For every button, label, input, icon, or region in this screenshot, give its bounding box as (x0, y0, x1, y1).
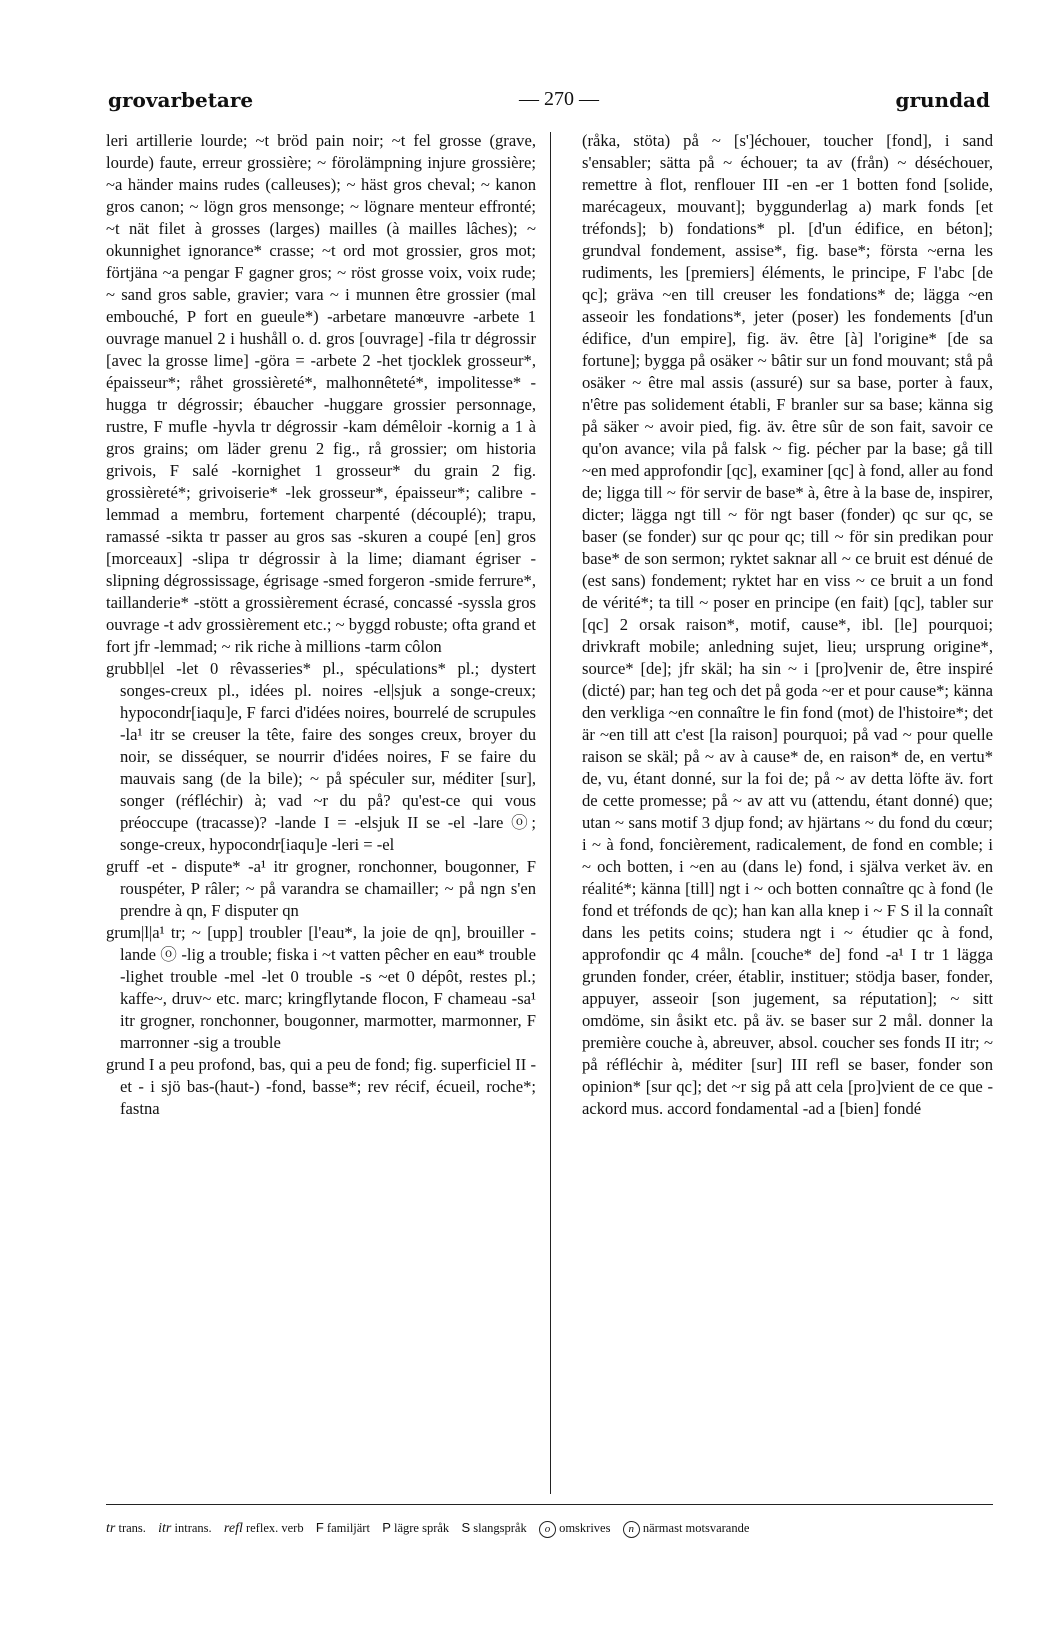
legend-circled-o-icon: o (539, 1521, 556, 1538)
entry-gruml: grum|l|a¹ tr; ~ [upp] troubler [l'eau*, la joie de qn], brouiller -lande ⓞ -lig a trouble; fiska i ~t vatten pêcher en eau* trouble -lighet trouble -mel -let 0 trouble -s ~et 0 dépôt, restes pl.; kaffe~, druv~ etc. marc; kringflytande flocon, F chameau -sa¹ itr grogner, ronchonner, bougonner, marmotter, marmonner, F marronner -sig a trouble (106, 923, 536, 1052)
legend-n-text: närmast motsvarande (642, 1521, 750, 1535)
legend-f-text: familjärt (326, 1521, 370, 1535)
abbreviation-legend (106, 1520, 993, 1538)
column-divider (550, 132, 551, 1494)
entry-gruff: gruff -et - dispute* -a¹ itr grogner, ronchonner, bougonner, F rouspéter, P râler; ~ på varandra se chamailler; ~ på ngn s'en prendre à qn, F disputer qn (106, 857, 536, 920)
header-left-guideword: grovarbetare (108, 88, 254, 112)
entry-grubbl: grubbl|el -let 0 rêvasseries* pl., spéculations* pl.; dystert songes-creux pl., idées pl. noires -el|sjuk a songe-creux; hypocondr[iaqu]e, F farci d'idées noires, bourrelé de scrupules -la¹ itr se creuser la tête, faire des songes creux, broyer du noir, se disséquer, se nourrir d'idées noires, F se faire du mauvais sang (de la bile); ~ på spéculer sur, méditer [sur], songer (réfléchir) à; vad ~r du på? qu'est-ce qui vous préoccupe (tracasse)? -lande I = -elsjuk II se -el -lare ⓞ; songe-creux, hypocondr[iaqu]e -leri = -el (106, 659, 536, 854)
page-header (108, 88, 990, 120)
legend-s-text: slangspråk (473, 1521, 527, 1535)
legend-o-text: omskrives (559, 1521, 611, 1535)
header-right-guideword: grundad (895, 88, 990, 112)
entry-grov-continuation: leri artillerie lourde; ~t bröd pain noir; ~t fel grosse (grave, lourde) faute, erreur grossière; ~ förolämpning injure grossière; ~a händer mains rudes (calleuses); ~ häst gros cheval; ~ kanon gros canon; ~ lögn gros mensonge; ~ lögnare menteur effronté; ~t nät filet à grosses (larges) mailles (à mailles lâches); ~ okunnighet ignorance* crasse; ~t ord mot grossier, gros mot; förtjäna ~a pengar F gagner gros; ~ röst grosse voix, voix rude; ~ sand gros sable, gravier; vara ~ i munnen être grossier (mal embouché, P fort en gueule*) -arbetare manœuvre -arbete 1 ouvrage manuel 2 i hushåll o. d. gros [ouvrage] -fila tr dégrossir [avec la grosse lime] -göra = -arbete 2 -het tjocklek grosseur*, épaisseur*; råhet grossièreté*, malhonnêteté*, impolitesse* -hugga tr dégrossir; ébaucher -huggare grossier personnage, rustre, F mufle -hyvla tr dégrossir -kam démêloir -kornig a 1 à gros grains; om läder grenu 2 fig., rå grossier; om historia grivois, F salé -kornighet 1 grosseur* du grain 2 fig. grossièreté*; grivoiserie* -lek grosseur*, épaisseur*; calibre -lemmad a membru, fortement charpenté (découplé); trapu, ramassé -sikta tr passer au gros sas -skuren a coupé [en] gros [morceaux] -slipa tr dégrossir à la lime; diamant égriser -slipning dégrossissage, égrisage -smed forgeron -smide ferrure*, taillanderie* -stött a grossièrement écrasé, concassé -syssla gros ouvrage -t adv grossièrement etc.; ~ byggd robuste; ofta grand et fort jfr -lemmad; ~ rik riche à millions -tarm côlon (106, 131, 536, 656)
page-number: — 270 — (519, 88, 599, 110)
left-column (106, 130, 536, 1495)
legend-itr-text: intrans. (174, 1521, 212, 1535)
legend-f-abbr: F (315, 1520, 324, 1535)
legend-refl-abbr: refl (223, 1521, 243, 1536)
legend-circled-n-icon: n (623, 1521, 640, 1538)
legend-tr-abbr: tr (106, 1521, 116, 1536)
legend-itr-abbr: itr (158, 1521, 172, 1536)
legend-p-text: lägre språk (394, 1521, 450, 1535)
entry-grund: grund I a peu profond, bas, qui a peu de fond; fig. superficiel II -et - i sjö bas-(haut-) -fond, basse*; rev récif, écueil, roche*; fastna (106, 1055, 536, 1118)
right-column (568, 130, 993, 1495)
footer-rule (106, 1504, 993, 1505)
legend-tr-text: trans. (118, 1521, 146, 1535)
legend-refl-text: reflex. verb (245, 1521, 304, 1535)
legend-p-abbr: P (382, 1520, 391, 1535)
entry-grund-continuation: (råka, stöta) på ~ [s']échouer, toucher [fond], i sand s'ensabler; sätta på ~ échouer; ta av (från) ~ déséchouer, remettre à flot, renflouer III -en -er 1 botten fond [solide, marécageux, mouvant]; byggunderlag a) mark fonds [et tréfonds]; b) fondations* pl. [d'un édifice, en béton]; grundval fondement, assise*, fig. base*; första ~erna les rudiments, les [premiers] éléments, le principe, F l'abc [de qc]; gräva ~en till creuser les fondations* de; lägga ~en asseoir les fondations*, jeter (poser) les fondements [d'un édifice, d'un empire], fig. äv. être [à] l'origine* [de sa fortune]; bygga på osäker ~ bâtir sur un fond mouvant; stå på osäker ~ être mal assis (assuré) sur sa base, porter à faux, n'être pas solidement établi, F branler sur sa base; känna sig på säker ~ avoir pied, fig. äv. être sûr de son fait, savoir ce qu'on avance; vila på falsk ~ fig. pécher par la base; gå till ~en med approfondir [qc], examiner [qc] à fond, aller au fond de; ligga till ~ för servir de base* à, être à la base de, inspirer, dicter; lägga ngt till ~ för ngt baser (fonder) qc sur qc, se baser (se fonder) sur qc pour qc; till ~ för sin predikan pour base* de son sermon; ryktet saknar all ~ ce bruit est dénué de (est sans) fondement; ryktet har en viss ~ ce bruit a un fond de vérité*; ta till ~ poser en principe (en fait) [qc], tabler sur [qc] 2 orsak raison*, motif, cause*, ibl. [le] pourquoi; drivkraft mobile; anledning sujet, lieu; ursprung origine*, source* [de]; jfr skäl; ha sin ~ i [pro]venir de, être inspiré (dicté) par; han teg och det på goda ~er et pour cause*; känna den verkliga ~en connaître le fin fond (mot) de l'histoire*; det är ~en till att c'est [la raison] pourquoi; på vad ~ pour quelle raison se skäl; på ~ av à cause* de, en raison* de, en vertu* de, vu, étant donné, sur la foi de; på ~ av detta löfte äv. fort de cette promesse; på ~ av att vu (attendu, étant donné) que; utan ~ sans motif 3 djup fond; av hjärtans ~ du fond du cœur; i ~ à fond, foncièrement, radicalement, de fond en comble; i ~ och botten, i ~en au (dans le) fond, i själva verket äv. en réalité*; känna [till] ngt i ~ och botten connaître qc à fond (le fond et tréfonds de qc); han kan alla knep i ~ F S il la connaît dans les petits coins; studera ngt i ~ étudier qc à fond, approfondir qc 4 måln. [couche* de] fond -a¹ I tr 1 lägga grunden fonder, créer, établir, instituer; stödja baser, fonder, appuyer, asseoir [son jugement, sa réputation]; ~ sitt omdöme, sin åsikt etc. på äv. se baser sur 2 mål. donner la première couche à, abreuver, absol. coucher ses fonds II itr; ~ på réfléchir à, méditer [sur] III refl se baser, fonder son opinion* [sur qc]; det ~r sig på att cela [pro]vient de ce que -ackord mus. accord fondamental -ad a [bien] fondé (582, 131, 993, 1118)
legend-s-abbr: S (461, 1520, 471, 1535)
